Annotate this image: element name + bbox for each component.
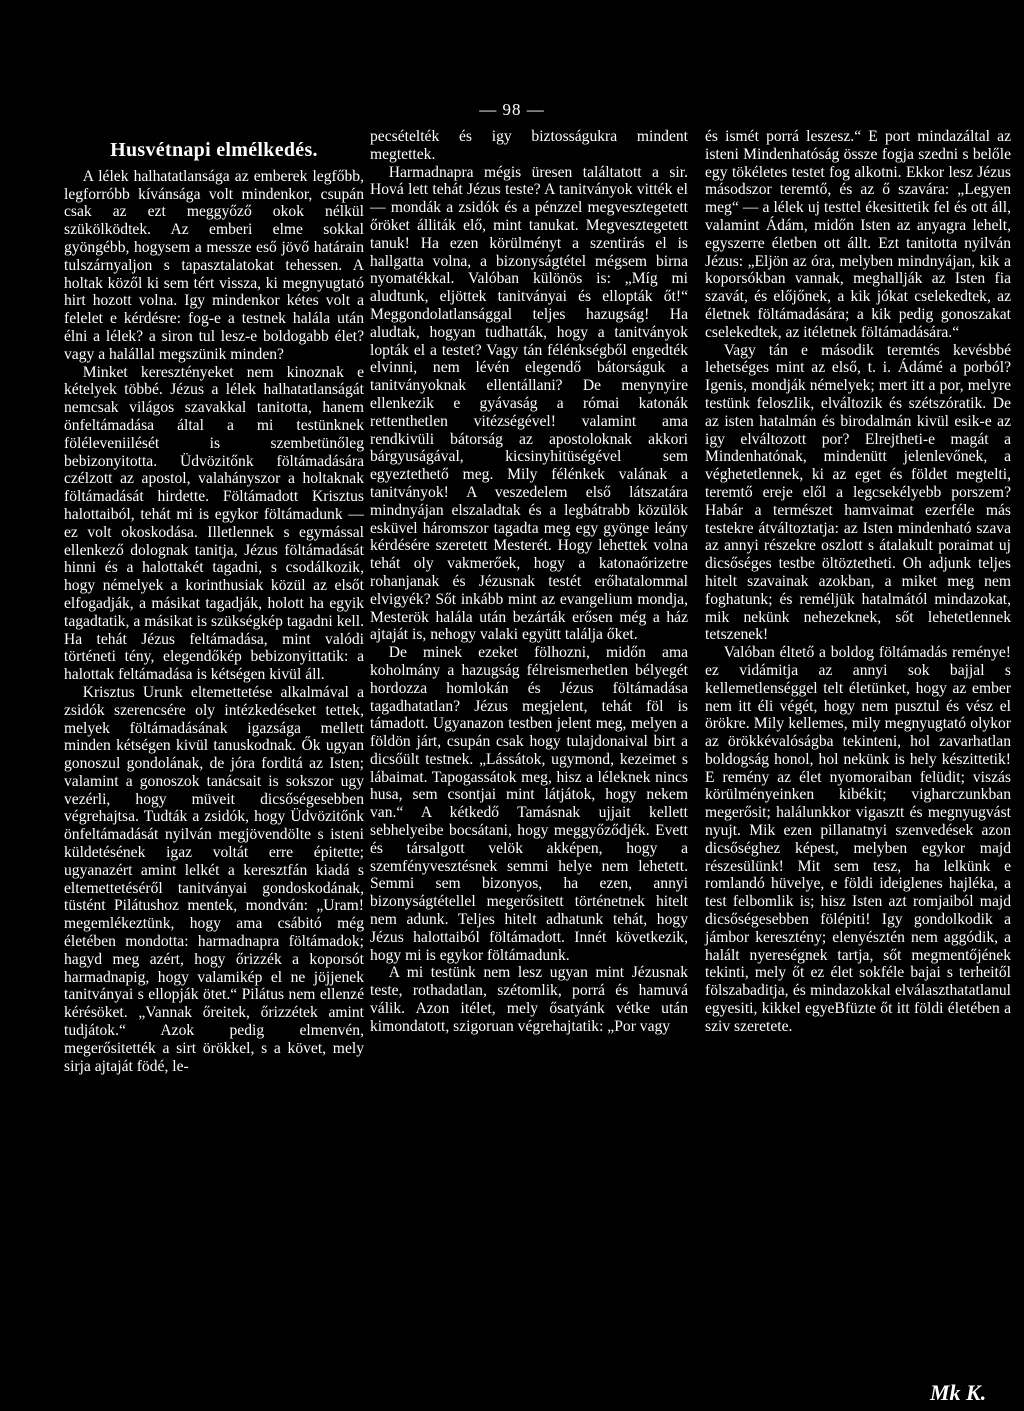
paragraph: pecsételték és igy biztosságukra mindent megtettek. — [370, 128, 688, 163]
paragraph: és ismét porrá leszesz.“ E port mindazáltal az isteni Mindenhatóság össze fogja szedni s belőle egy tökéletes testet fog alkotni. Ekkor lesz Jézus másodszor teremtő, és az ő szavára: „Legyen meg“ — a lélek uj testtel ékesittetik fel és ott áll, valamint Ádám, midőn Isten az anyagra lehelt, egyszerre életben ott állt. Ezt tanitotta nyilván Jézus: „Eljön az óra, melyben mindnyájan, kik a koporsókban vannak, meghallják az Isten fia szavát, és előjőnek, a kik jókat cselekedtek, az életnek föltámadására; a kik pedig gonoszakat cselekedtek, az itéletnek föltámadására.“ — [705, 128, 1011, 341]
paragraph: Harmadnapra mégis üresen találtatott a sir. Hová lett tehát Jézus teste? A tanitványok vitték el — mondák a zsidók és a pénzzel megvesztegetett őröket álliták elő, mint tanukat. Megvesztegetett tanuk! Ha ezen körülményt a szentirás el is hallgatta volna, a bizonyságtétel mégsem birna nyomatékkal. Valóban különös is: „Míg mi aludtunk, eljöttek tanitványai és ellopták őt!“ Meggondolatlansággal teljes hazugság! Ha aludtak, hogyan tudhatták, hogy a tanitványok lopták el a testet? Vagy tán félénkségből engedték elvinni, nem lévén elegendő bátorságuk a tanitványoknak ellentállani? De menynyire ellenkezik e gyávaság a római katonák rettenthetlen vitézségével! valamint ama rendkivüli bátorság az apostoloknak akkori bárgyuságával, kicsinyhitüségével sem egyeztethető meg. Mily félénkek valának a tanitványok! A veszedelem első látszatára mindnyájan elszaladtak és a legbátrabb közülök esküvel háromszor tagadta meg egy gyönge leány kérdésére szeretett Mesterét. Hogy lehettek volna tehát oly vakmerőek, hogy a katonaőrizetre rohanjanak és Jézusnak testét erőhatalommal elvigyék? Sőt inkább mint az evangelium mondja, Mesterök halála után bezárták erősen még a ház ajtaját is, nehogy valaki együtt találja őket. — [370, 163, 688, 644]
column-left — [64, 128, 364, 1075]
paragraph: A lélek halhatatlansága az emberek legfőbb, legforróbb kívánsága volt mindenkor, csupán csak az ezt meggyőző okok nélkül szükölködtek. Az emberi elme sokkal gyöngébb, hogysem a messze eső jövő határain tulszárnyaljon s tapasztalatokat tehessen. A holtak közől ki sem tért vissza, ki megnyugtató hirt hozott volna. Igy mindenkor kétes volt a felelet e kérdésre: fog-e a testnek halála után élni a lélek? a siron tul lesz-e boldogabb élet? vagy a halállal megszünik minden? — [64, 167, 364, 363]
paragraph: Minket keresztényeket nem kinoznak e kételyek többé. Jézus a lélek halhatatlanságát nemcsak világos szavakkal tanitotta, hanem önfeltámadása által a mi testünknek föléleveniilését is szembetünőleg bebizonyitotta. Üdvözitőnk föltámadására czélzott az apostol, valahányszor a holtaknak föltámadását hirdette. Föltámadott Krisztus halottaiból, tehát mi is egykor föltámadunk — ez volt okoskodása. Illetlennek s egymással ellenkező dolognak tanitja, Jézus föltámadását hinni és a halottakét tagadni, s csodálkozik, hogy némelyek a korinthusiak közül az elsőt elfogadják, a másikat tagadják, holott ha egyik tagadtatik, a másikat is szükségkép tagadni kell. Ha tehát Jézus feltámadása, mint valódi történeti tény, elegendőkép bebizonyittatik: a halottak feltámadása is kétségen kivül áll. — [64, 363, 364, 684]
column-right — [705, 128, 1011, 1036]
paragraph: De minek ezeket fölhozni, midőn ama koholmány a hazugság félreismerhetlen bélyegét hordozza homlokán és Jézus föltámadása tagadhatatlan? Jézus megjelent, tehát föl is támadott. Ugyanazon testben jelent meg, melyen a földön járt, csupán csak hogy tulajdonaival birt a dicsőült testnek. „Lássátok, ugymond, kezeimet s lábaimat. Tapogassátok meg, hisz a léleknek nincs husa, sem csontjai mint látjátok, hogy nekem van.“ A kétkedő Tamásnak ujjait kellett sebhelyeibe bocsátani, hogy meggyőződjék. Evett és társalgott velök akképen, hogy a szemfényvesztésnek semmi helye nem lehetett. Semmi sem bizonyos, ha ezen, annyi bizonyságtétellel megerősitett történetnek hitelt nem adunk. Teljes hitelt adhatunk tehát, hogy Jézus halottaiból föltámadott. Innét következik, hogy mi is egykor föltámadunk. — [370, 644, 688, 964]
article-title: Husvétnapi elmélkedés. — [110, 139, 318, 161]
paragraph: Vagy tán e második teremtés kevésbbé lehetséges mint az első, t. i. Ádámé a porból? Igenis, mondják némelyek; mert itt a por, melyre testünk feloszlik, elváltozik és szétszóratik. De az isten hatalmán és birodalmán kivül esik-e az igy elváltozott por? Elrejtheti-e magát a Mindenhatónak, mindenütt jelenlevőnek, a véghetetlennek, ki az eget és földet megtelti, teremtő ereje elől a legcsekélyebb porszem? Habár a természet hamvaimat ezerféle más testekre átváltoztatja: az Isten mindenható szava az annyi részekre oszlott s átalakult poraimat uj dicsőséges testbe öltöztetheti. Oh adjunk teljes hitelt szavainak azokban, a miket meg nem foghatunk; és reméljük hatalmától mindazokat, mik nekünk nehezeknek, sőt lehetetlennek tetszenek! — [705, 341, 1011, 644]
page-number: — 98 — — [479, 100, 545, 119]
paragraph: Valóban éltető a boldog föltámadás reménye! ez vidámitja az annyi sok bajjal s kellemetlenséggel telt életünket, hogy az ember nem itt éli végét, hogy nem pusztul és vész el örökre. Mily kellemes, mily megnyugtató olykor az örökkévalóságba tekinteni, hol zavarhatlan boldogság honol, hol nekünk is hely készittetik! E remény az élet nyomoraiban felüdit; viszás körülményeinken kibékit; vigharczunkban megerősit; halálunkkor vigasztt és megnyugvást nyujt. Mik ezen pillanatnyi szenvedések azon dicsőséghez képest, melyben egykor majd részesülünk! Mit sem tesz, ha lelkünk e romlandó hüvelye, e földi ideiglenes hajléka, a test felbomlik is; hisz Isten azt romjaiból majd dicsőségesebben fölépiti! Igy gondolkodik a jámbor keresztény; elenyésztén nem aggódik, a halált nyereségnek tartja, sőt megmentőjének tekinti, mely őt ez élet sokféle bajai s terheitől fölszabaditja, és mindazokkal elválaszthatatlanul egyesiti, kikkel egyeBfüzte őt itt földi életében a sziv szeretete. — [705, 644, 1011, 1035]
paragraph: A mi testünk nem lesz ugyan mint Jézusnak teste, rothadatlan, szétomlik, porrá és hamuvá válik. Azon itélet, mely ősatyánk vétke után kimondatott, szigoruan végrehajtatik: „Por vagy — [370, 964, 688, 1035]
paragraph: Krisztus Urunk eltemettetése alkalmával a zsidók szerencsére oly intézkedéseket tettek, melyek föltámadásának igazsága mellett minden kétségen kivül tanuskodnak. Ők ugyan gonoszul gondolának, de jóra forditá az Isten; valamint a gonoszok tanácsait is sokszor ugy vezérli, hogy müveit dicsőségesebben végrehajtsa. Tudták a zsidók, hogy Üdvözitőnk önfeltámadását nyilván megjövendölte s isteni küldetésének igaz voltát erre épitette; ugyanazért amint lelkét a keresztfán kiadá s eltemettetéséről tanitványai gondoskodának, tüstént Pilátushoz mentek, mondván: „Uram! megemlékeztünk, hogy ama csábitó még életében mondotta: harmadnapra föltámadok; hagyd meg azért, hogy őrizzék a koporsót harmadnapig, hogy valamikép el ne jöjjenek tanitványai s ellopják ötet.“ Pilátus nem ellenzé kérésöket. „Vannak őreitek, őrizzétek amint tudjátok.“ Azok pedig elmenvén, megerősitették a sirt örökkel, s a követ, mely sirja ajtaját födé, le- — [64, 683, 364, 1075]
author-signature: Mk K. — [930, 1380, 987, 1405]
column-middle — [370, 128, 688, 1036]
